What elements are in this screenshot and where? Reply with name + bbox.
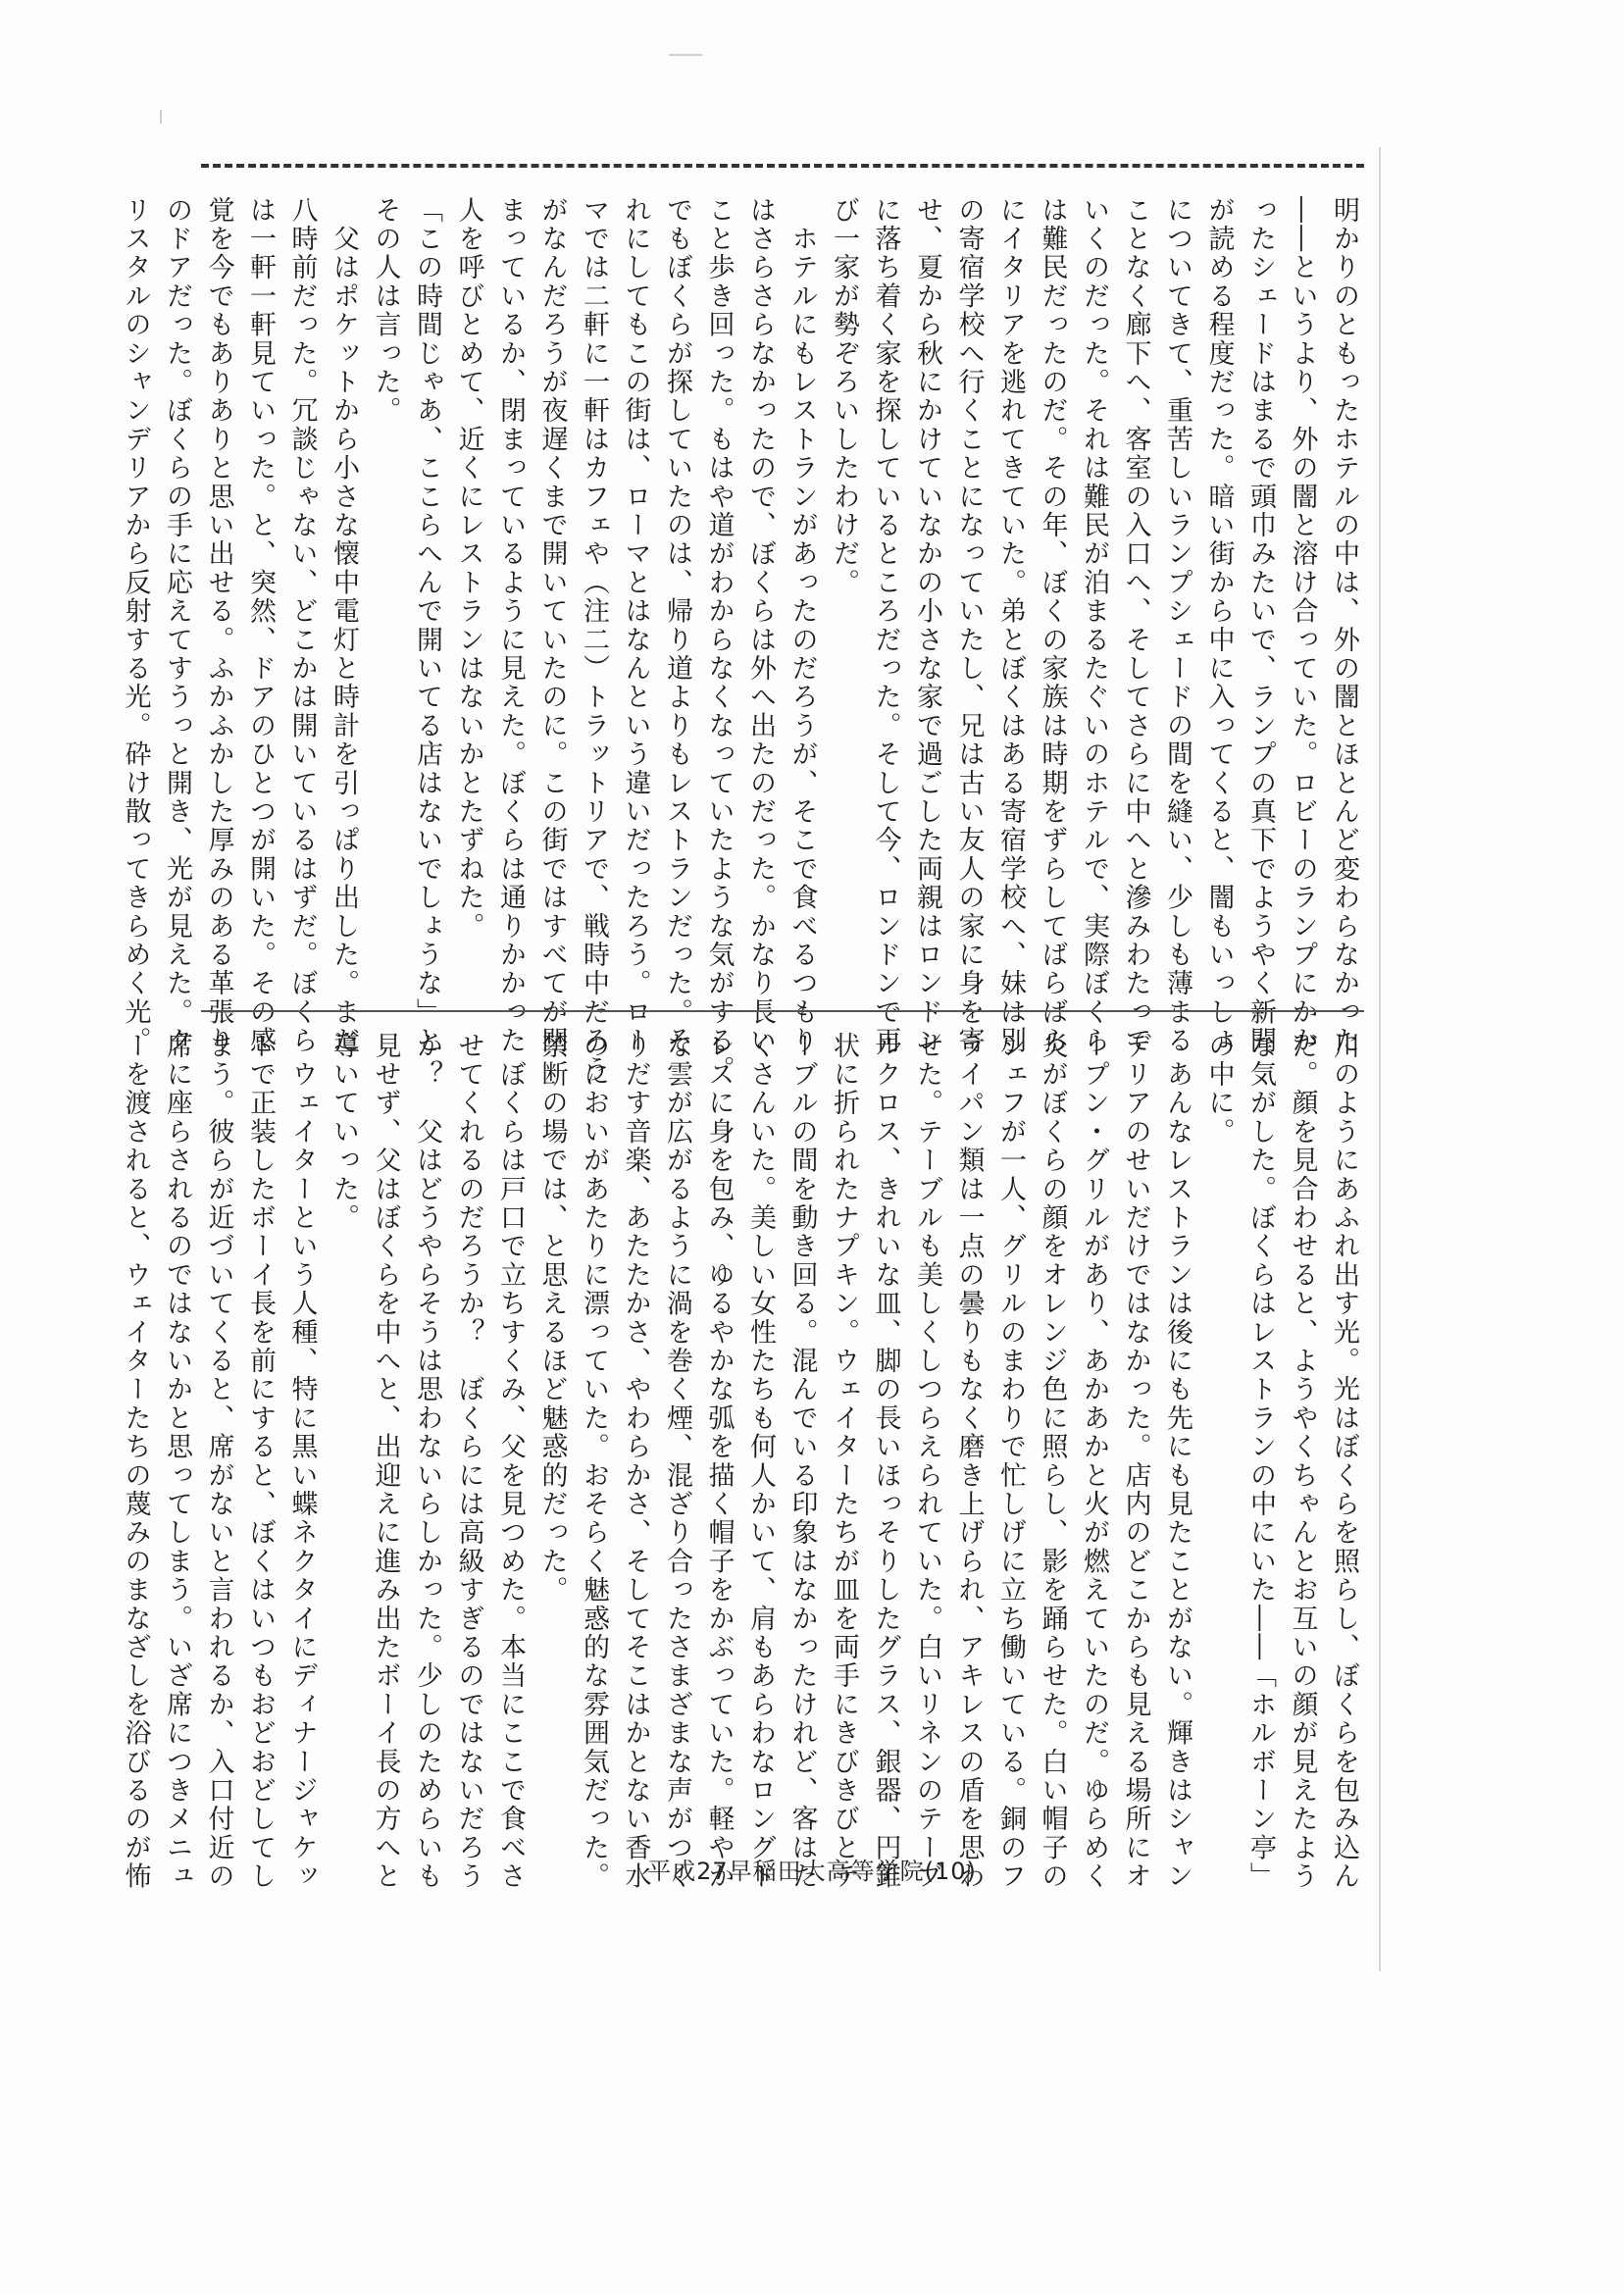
scan-artifact xyxy=(160,110,162,124)
text-line: ルクロス、きれいな皿、脚の長いほっそりしたグラス、銀器、円錐 xyxy=(870,1032,901,1891)
text-line: まう。彼らが近づいてくると、席がないと言われるか、入口付近の xyxy=(203,1032,234,1891)
middle-divider xyxy=(201,1010,1364,1012)
text-line: な雲が広がるように渦を巻く煙、混ざり合ったさまざまな声がつく xyxy=(662,1032,692,1891)
text-line: デリアのせいだけではなかった。店内のどこからも見える場所にオ xyxy=(1120,1032,1151,1891)
text-line: 状に折られたナプキン。ウェイターたちが皿を両手にきびきびとテ xyxy=(829,1032,859,1891)
text-line: シェフが一人、グリルのまわりで忙しげに立ち働いている。銅のフ xyxy=(995,1032,1026,1891)
text-line: 明かりのともったホテルの中は、外の闇とほとんど変わらなかった xyxy=(1329,196,1359,1055)
text-line: にイタリアを逃れてきていた。弟とぼくはある寄宿学校へ、妹は別 xyxy=(995,196,1026,1055)
text-line: 川のようにあふれ出す光。光はぼくらを照らし、ぼくらを包み込ん xyxy=(1329,1032,1359,1891)
text-line: ウェイターという人種、特に黒い蝶ネクタイにディナージャケッ xyxy=(286,1032,318,1891)
text-line: 見せず、父はぼくらを中へと、出迎えに進み出たボーイ長の方へと xyxy=(370,1032,401,1891)
text-line: レスに身を包み、ゆるやかな弧を描く帽子をかぶっていた。軽やか xyxy=(703,1032,735,1891)
text-line: いくのだった。それは難民が泊まるたぐいのホテルで、実際ぼくら xyxy=(1079,196,1109,1055)
text-line: リスタルのシャンデリアから反射する光。砕け散ってきらめく光。 xyxy=(120,196,151,1055)
text-line: な気がした。ぼくらはレストランの中にいた――「ホルボーン亭」 xyxy=(1245,1032,1276,1891)
text-line: くさんいた。美しい女性たちも何人かいて、肩もあらわなロングド xyxy=(745,1032,776,1891)
text-line: でもぼくらが探していたのは、帰り道よりもレストランだった。そ xyxy=(662,196,692,1055)
text-line: のにおいがあたりに漂っていた。おそらく魅惑的な雰囲気だった。 xyxy=(579,1032,609,1891)
text-line: こと歩き回った。もはや道がわからなくなっていたような気がする。 xyxy=(703,196,735,1085)
text-line: トで正装したボーイ長を前にすると、ぼくはいつもおどおどしてし xyxy=(245,1032,276,1891)
text-line: ライパン類は一点の曇りもなく磨き上げられ、アキレスの盾を思わ xyxy=(953,1032,985,1892)
text-line: せ、夏から秋にかけていなかの小さな家で過ごした両親はロンドン xyxy=(912,196,942,1055)
text-line: が読める程度だった。暗い街から中に入ってくると、闇もいっしょ xyxy=(1203,196,1235,1055)
text-line: 人を呼びとめて、近くにレストランはないかとたずねた。 xyxy=(453,196,484,942)
text-line: についてきて、重苦しいランプシェードの間を縫い、少しも薄まる xyxy=(1162,196,1193,1055)
text-line: だ。顔を見合わせると、ようやくちゃんとお互いの顔が見えたよう xyxy=(1287,1032,1318,1891)
text-line: ホテルにもレストランがあったのだろうが、そこで食べるつもり xyxy=(787,196,818,1055)
text-line: ったシェードはまるで頭巾みたいで、ランプの真下でようやく新聞 xyxy=(1245,196,1276,1055)
text-line: か？ 父はどうやらそうは思わないらしかった。少しのためらいも xyxy=(412,1032,442,1891)
text-line: れにしてもこの街は、ローマとはなんという違いだったろう。ロー xyxy=(620,196,651,1055)
text-line: ーブルの間を動き回る。混んでいる印象はなかったけれど、客はた xyxy=(787,1032,818,1891)
text-line: 八時前だった。冗談じゃない、どこかは開いているはずだ。ぼくら xyxy=(286,196,318,1055)
text-line: ぼくらは戸口で立ちすくみ、父を見つめた。本当にここで食べさ xyxy=(495,1032,526,1891)
text-line: はさらさらなかったので、ぼくらは外へ出たのだった。かなり長い xyxy=(745,196,776,1055)
text-line: 導いていった。 xyxy=(329,1032,359,1233)
text-line: マでは二軒に一軒はカフェや（注二）トラットリアで、戦時中だろう xyxy=(579,196,609,1085)
page-footer: 平成27早稲田大高等学院(10) xyxy=(647,1858,977,1885)
text-line: せた。テーブルも美しくしつらえられていた。白いリネンのテーブ xyxy=(912,1032,942,1891)
text-line: び一家が勢ぞろいしたわけだ。 xyxy=(829,196,859,597)
text-line: ーを渡されると、ウェイターたちの蔑みのまなざしを浴びるのが怖 xyxy=(120,1032,151,1891)
text-line: 炎がぼくらの顔をオレンジ色に照らし、影を踊らせた。白い帽子の xyxy=(1037,1032,1068,1892)
text-line: ――というより、外の闇と溶け合っていた。ロビーのランプにかか xyxy=(1287,196,1318,1055)
text-line: りだす音楽、あたたかさ、やわらかさ、そしてそこはかとない香水 xyxy=(620,1032,651,1891)
text-line: ことなく廊下へ、客室の入口へ、そしてさらに中へと滲みわたって xyxy=(1120,196,1151,1055)
text-line: まっているか、閉まっているように見えた。ぼくらは通りかかった xyxy=(495,196,526,1055)
text-line: の中に。 xyxy=(1203,1032,1235,1147)
text-line: は難民だったのだ。その年、ぼくの家族は時期をずらしてばらばら xyxy=(1037,196,1068,1055)
text-line: 覚を今でもありありと思い出せる。ふかふかした厚みのある革張り xyxy=(203,196,234,1055)
text-line: 父はポケットから小さな懐中電灯と時計を引っぱり出した。まだ xyxy=(329,196,359,1055)
text-line: の寄宿学校へ行くことになっていたし、兄は古い友人の家に身を寄 xyxy=(953,196,985,1055)
text-line: あんなレストランは後にも先にも見たことがない。輝きはシャン xyxy=(1162,1032,1193,1891)
text-line: 「この時間じゃあ、ここらへんで開いてる店はないでしょうな」と xyxy=(412,196,442,1055)
upper-text-block xyxy=(120,196,1364,1085)
scan-edge xyxy=(1379,147,1381,1971)
scan-artifact xyxy=(669,54,702,56)
text-line: は一軒一軒見ていった。と、突然、ドアのひとつが開いた。その感 xyxy=(245,196,276,1055)
text-line: 席に座らされるのではないかと思ってしまう。いざ席につきメニュ xyxy=(162,1032,192,1891)
text-line: に落ち着く家を探しているところだった。そして今、ロンドンで再 xyxy=(870,196,901,1055)
text-line: 禁断の場では、と思えるほど魅惑的だった。 xyxy=(536,1032,568,1605)
text-line: その人は言った。 xyxy=(370,196,401,426)
text-line: のドアだった。ぼくらの手に応えてすうっと開き、光が見えた。ク xyxy=(162,196,192,1055)
text-line: ープン・グリルがあり、あかあかと火が燃えていたのだ。ゆらめく xyxy=(1079,1032,1109,1891)
text-line: せてくれるのだろうか？ ぼくらには高級すぎるのではないだろう xyxy=(453,1032,484,1891)
text-line: がなんだろうが夜遅くまで開いていたのに。この街ではすべてが閉 xyxy=(536,196,568,1055)
top-dashed-rule xyxy=(201,164,1364,168)
